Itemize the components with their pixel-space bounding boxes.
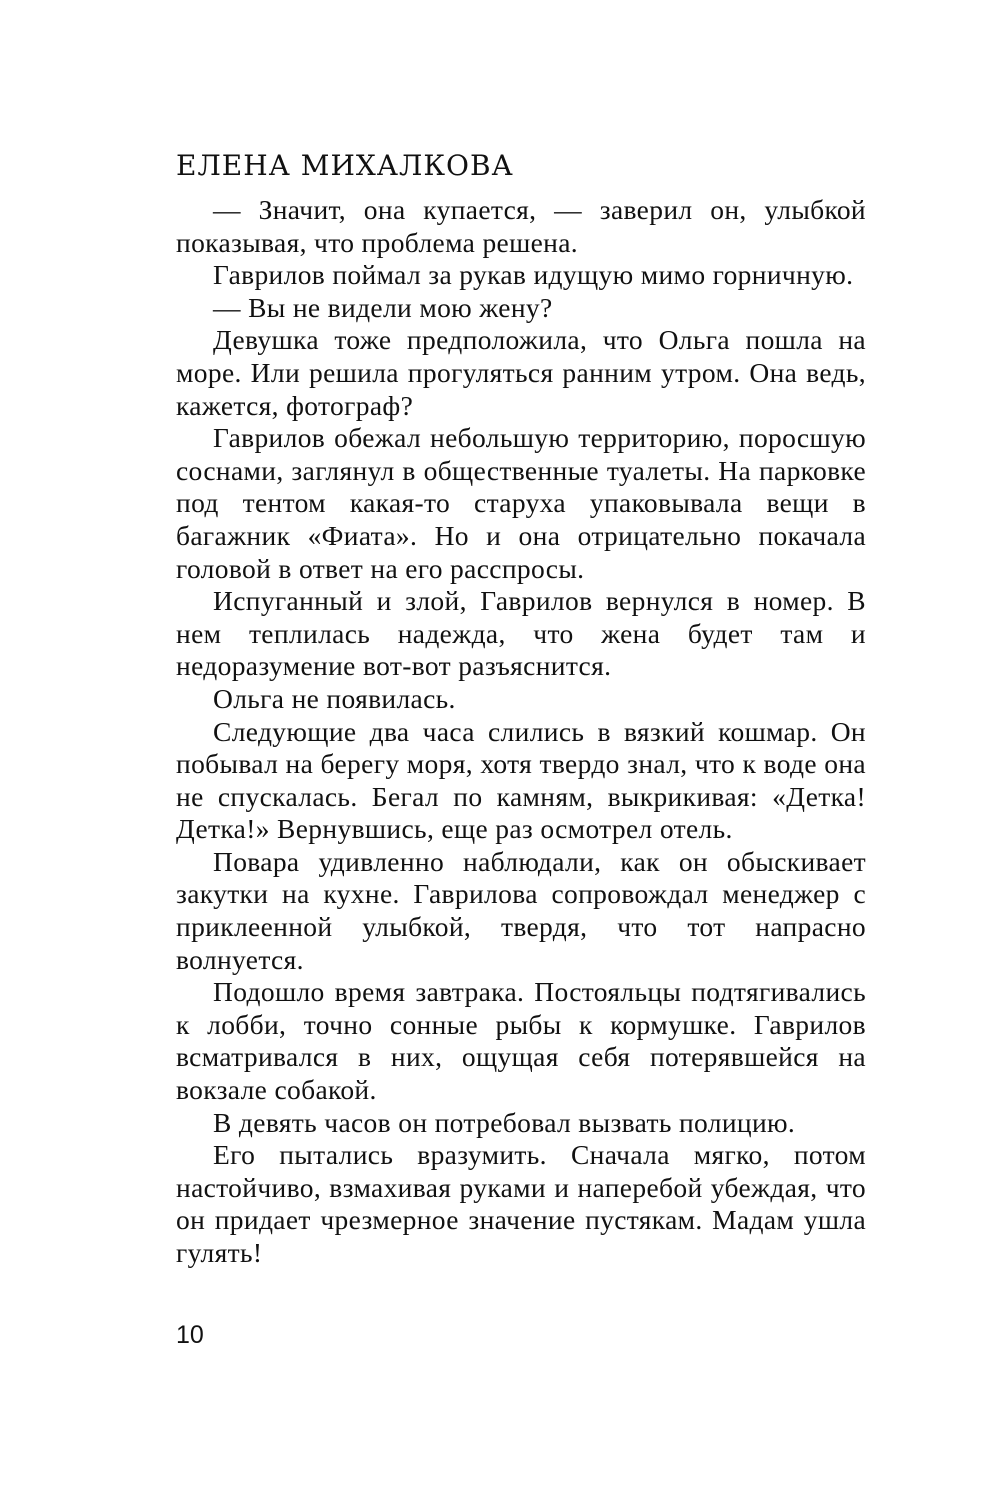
paragraph: Ольга не появилась. xyxy=(213,682,456,714)
paragraph: Девушка тоже предположила, что Ольга пошла на море. Или решила прогуляться ранним утром. Она ведь, кажется, фотограф? xyxy=(176,324,866,421)
paragraph: Гаврилов обежал небольшую территорию, поросшую соснами, заглянул в общественные туалеты. На парковке под тентом какая-то старуха упаковывала вещи в багажник «Фиата». Но и она отрицательно покачала головой в ответ на его расспросы. xyxy=(176,422,866,584)
paragraph: Его пытались вразумить. Сначала мягко, потом настойчиво, взмахивая руками и наперебой убеждая, что он придает чрезмерное значение пустякам. Мадам ушла гулять! xyxy=(176,1139,866,1268)
body-text xyxy=(176,194,866,1270)
paragraph: — Вы не видели мою жену? xyxy=(213,291,553,323)
running-head: ЕЛЕНА МИХАЛКОВА xyxy=(176,149,514,182)
paragraph: Следующие два часа слились в вязкий кошмар. Он побывал на берегу моря, хотя твердо знал, что к воде она не спускалась. Бегал по камням, выкрикивая: «Детка! Детка!» Вернувшись, еще раз осмотрел отель. xyxy=(176,715,866,845)
paragraph: Подошло время завтрака. Постояльцы подтягивались к лобби, точно сонные рыбы к кормушке. Гаврилов всматривался в них, ощущая себя потерявшейся на вокзале собакой. xyxy=(176,976,866,1106)
paragraph: В девять часов он потребовал вызвать полицию. xyxy=(213,1106,796,1138)
paragraph: Гаврилов поймал за рукав идущую мимо горничную. xyxy=(213,259,854,291)
paragraph: Повара удивленно наблюдали, как он обыскивает закутки на кухне. Гаврилова сопровождал менеджер с приклеенной улыбкой, твердя, что тот напрасно волнуется. xyxy=(176,845,866,975)
paragraph: Испуганный и злой, Гаврилов вернулся в номер. В нем теплилась надежда, что жена будет там и недоразумение вот-вот разъяснится. xyxy=(176,585,866,682)
paragraph: — Значит, она купается, — заверил он, улыбкой показывая, что проблема решена. xyxy=(176,194,866,258)
page-number: 10 xyxy=(176,1321,204,1349)
